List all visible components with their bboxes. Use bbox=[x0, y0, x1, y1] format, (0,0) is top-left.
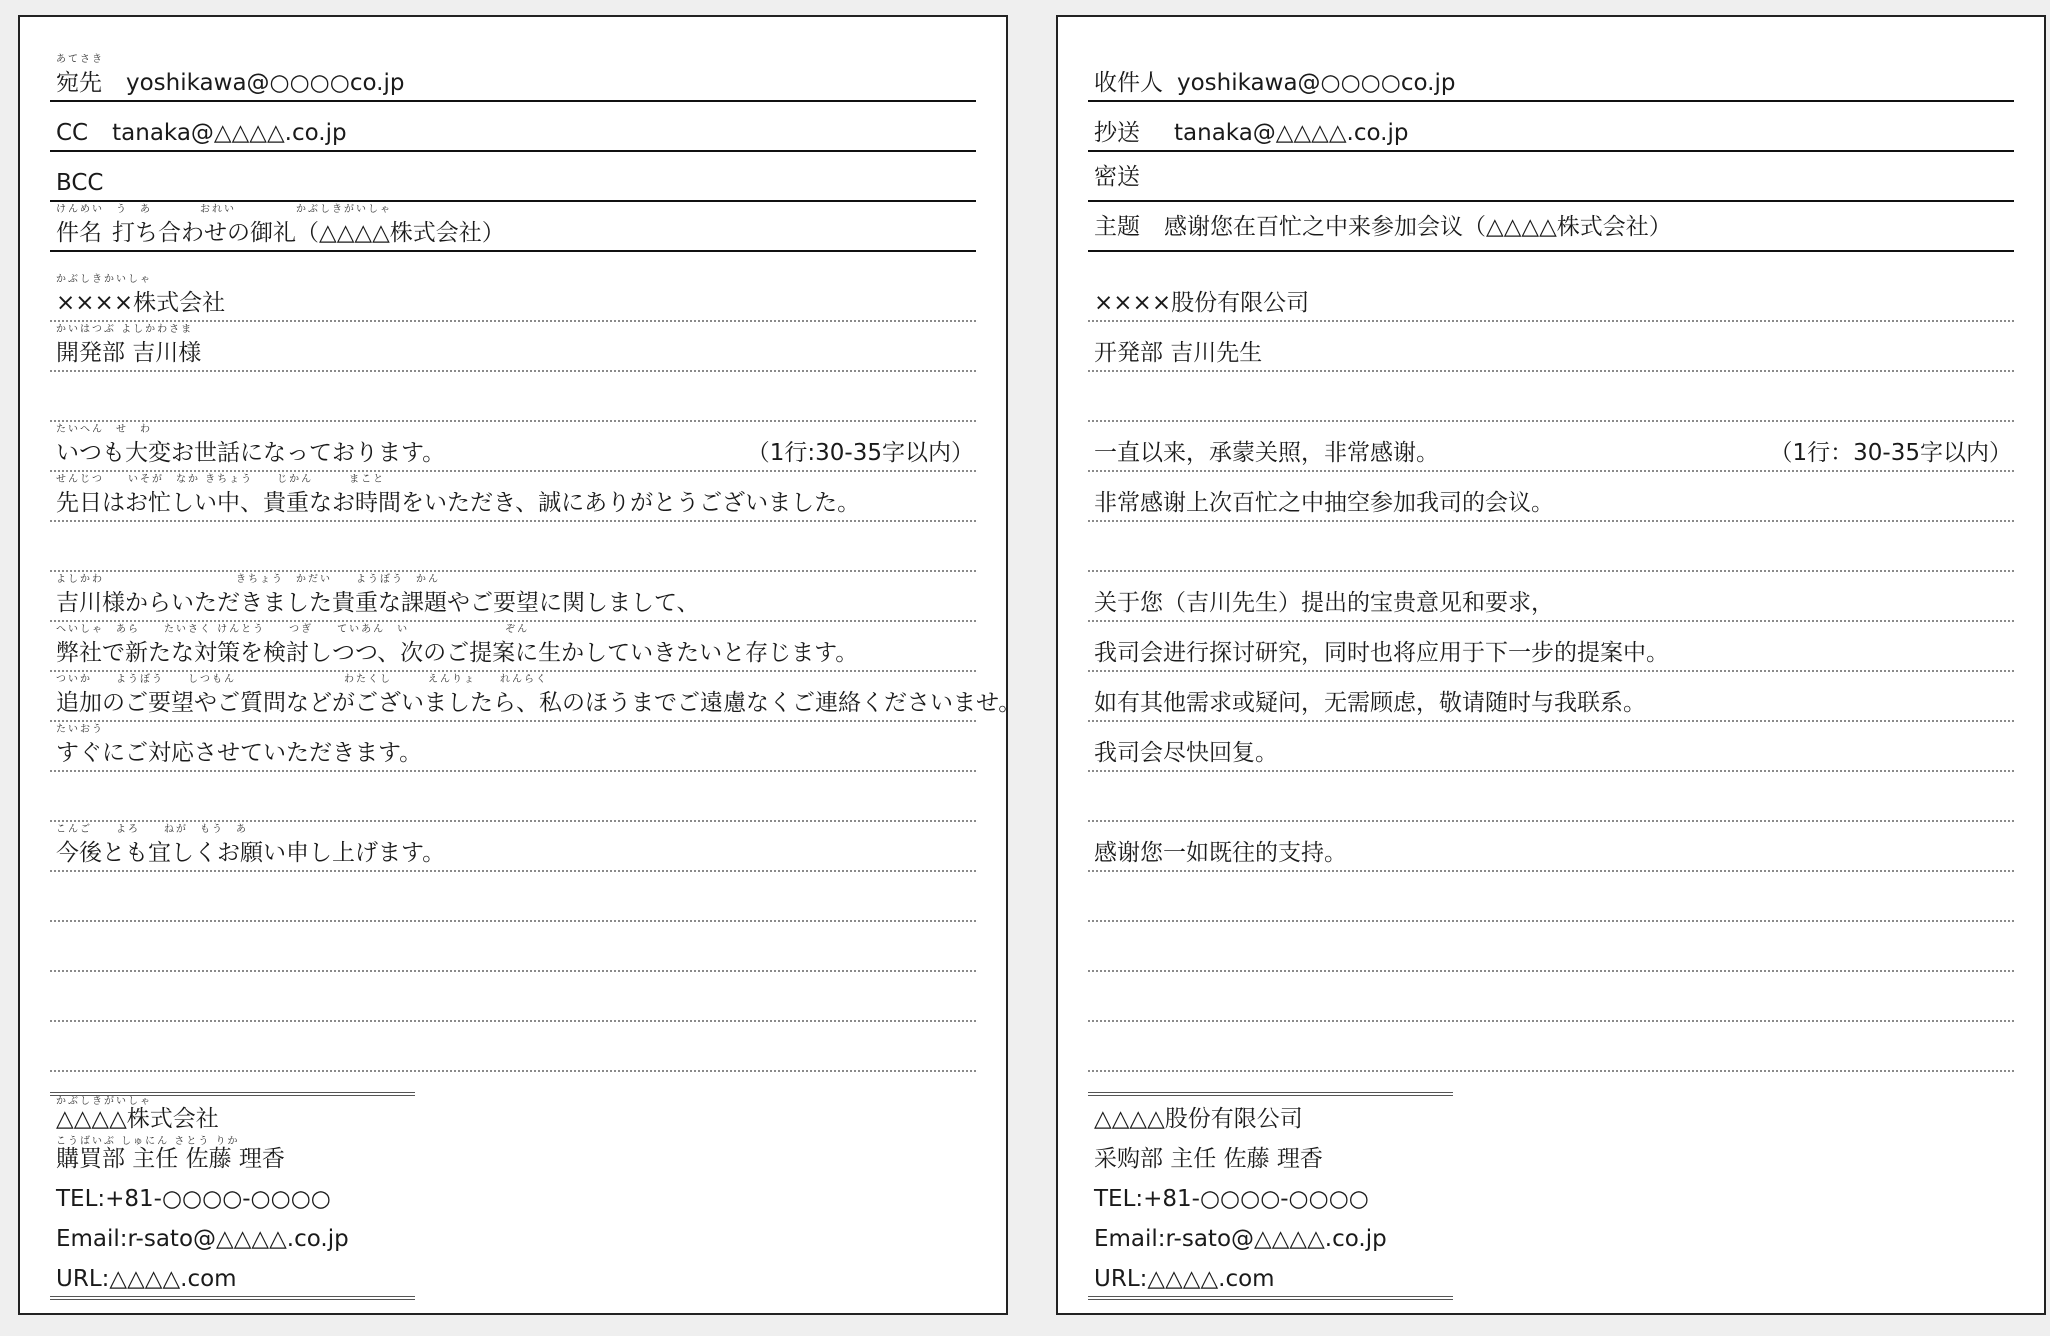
signature-email: Email:r-sato@△△△△.co.jp bbox=[1094, 1226, 1387, 1252]
body-line bbox=[50, 922, 976, 972]
signature-email: Email:r-sato@△△△△.co.jp bbox=[56, 1226, 349, 1252]
signature-url: URL:△△△△.com bbox=[1094, 1266, 1275, 1292]
body-text: 我司会尽快回复。 bbox=[1094, 740, 1278, 766]
body-text: ××××株式会社 bbox=[56, 290, 226, 316]
bcc-line bbox=[50, 152, 976, 202]
body-line bbox=[1088, 272, 2014, 322]
furigana: こんご よろ ねが もう あ bbox=[56, 824, 248, 835]
furigana: たいおう bbox=[56, 724, 104, 735]
body-text: 先日はお忙しい中、貴重なお時間をいただき、誠にありがとうございました。 bbox=[56, 490, 861, 516]
body-text: 吉川様からいただきました貴重な課題やご要望に関しまして、 bbox=[56, 590, 700, 616]
furigana: たいへん せ わ bbox=[56, 424, 152, 435]
furigana: かいはつぶ よしかわさま bbox=[56, 324, 194, 335]
subject-text: 打ち合わせの御礼（△△△△株式会社） bbox=[112, 220, 505, 246]
body-text: ××××股份有限公司 bbox=[1094, 290, 1310, 316]
body-line bbox=[50, 972, 976, 1022]
to-label: 收件人 bbox=[1094, 70, 1163, 96]
subject-label: 主题 bbox=[1094, 214, 1140, 240]
body-text: 追加のご要望やご質問などがございましたら、私のほうまでご遠慮なくご連絡くださいませ。 bbox=[56, 690, 1022, 716]
signature-block bbox=[1088, 1092, 1453, 1300]
cc-line bbox=[50, 102, 976, 152]
to-line bbox=[1088, 52, 2014, 102]
to-address: yoshikawa@○○○○co.jp bbox=[1177, 70, 1456, 96]
furigana: あてさき bbox=[56, 54, 104, 65]
body-line bbox=[50, 722, 976, 772]
furigana: ついか ようぼう しつもん わたくし えんりょ れんらく bbox=[56, 674, 548, 685]
signature-company: △△△△股份有限公司 bbox=[1094, 1106, 1303, 1132]
body-line bbox=[1088, 722, 2014, 772]
subject-text: 感谢您在百忙之中来参加会议（△△△△株式会社） bbox=[1164, 214, 1672, 240]
furigana: こうばいぶ しゅにん さとう りか bbox=[56, 1136, 240, 1147]
to-line bbox=[50, 52, 976, 102]
body-text: 我司会进行探讨研究，同时也将应用于下一步的提案中。 bbox=[1094, 640, 1669, 666]
body-line bbox=[50, 622, 976, 672]
body-line bbox=[1088, 522, 2014, 572]
body-text: 一直以来，承蒙关照，非常感谢。 bbox=[1094, 440, 1439, 466]
body-line bbox=[50, 272, 976, 322]
furigana: へいしゃ あら たいさく けんとう つぎ ていあん い ぞん bbox=[56, 624, 530, 635]
body-line bbox=[1088, 622, 2014, 672]
body-text: 今後とも宜しくお願い申し上げます。 bbox=[56, 840, 446, 866]
body-text: 如有其他需求或疑问，无需顾虑，敬请随时与我联系。 bbox=[1094, 690, 1646, 716]
body-line bbox=[50, 522, 976, 572]
body-line bbox=[50, 872, 976, 922]
body-text: 感谢您一如既往的支持。 bbox=[1094, 840, 1347, 866]
bcc-label: 密送 bbox=[1094, 164, 1140, 190]
body-line bbox=[1088, 922, 2014, 972]
signature-name: 采购部 主任 佐藤 理香 bbox=[1094, 1146, 1323, 1172]
body-line bbox=[50, 322, 976, 372]
body-line bbox=[1088, 422, 2014, 472]
signature-url: URL:△△△△.com bbox=[56, 1266, 237, 1292]
signature-tel: TEL:+81-○○○○-○○○○ bbox=[56, 1186, 331, 1212]
furigana: けんめい う あ おれい かぶしきがいしゃ bbox=[56, 204, 392, 215]
body-line bbox=[50, 572, 976, 622]
body-line bbox=[1088, 572, 2014, 622]
body-line bbox=[50, 422, 976, 472]
body-line bbox=[1088, 972, 2014, 1022]
subject-line bbox=[50, 202, 976, 252]
body-line bbox=[50, 672, 1022, 722]
body-text: 開発部 吉川様 bbox=[56, 340, 202, 366]
body-line bbox=[1088, 472, 2014, 522]
furigana: よしかわ きちょう かだい ようぼう かん bbox=[56, 574, 440, 585]
body-text: 关于您（吉川先生）提出的宝贵意见和要求， bbox=[1094, 590, 1554, 616]
line-length-hint: （1行：30-35字以内） bbox=[1769, 440, 2012, 466]
chinese-email-template bbox=[1056, 15, 2046, 1315]
body-line bbox=[1088, 372, 2014, 422]
body-line bbox=[1088, 322, 2014, 372]
cc-address: tanaka@△△△△.co.jp bbox=[112, 120, 347, 146]
cc-label: 抄送 bbox=[1094, 120, 1140, 146]
body-text: 弊社で新たな対策を検討しつつ、次のご提案に生かしていきたいと存じます。 bbox=[56, 640, 859, 666]
bcc-line bbox=[1088, 152, 2014, 202]
body-line bbox=[50, 822, 976, 872]
bcc-label: BCC bbox=[56, 170, 104, 196]
to-address: yoshikawa@○○○○co.jp bbox=[126, 70, 405, 96]
signature-name: 購買部 主任 佐藤 理香 bbox=[56, 1146, 285, 1172]
cc-line bbox=[1088, 102, 2014, 152]
subject-label: 件名 bbox=[56, 220, 102, 246]
body-line bbox=[1088, 822, 2014, 872]
body-line bbox=[1088, 772, 2014, 822]
body-line bbox=[50, 772, 976, 822]
body-line bbox=[50, 472, 976, 522]
body-line bbox=[1088, 672, 2014, 722]
furigana: かぶしきかいしゃ bbox=[56, 274, 152, 285]
line-length-hint: （1行:30-35字以内） bbox=[746, 440, 974, 466]
furigana: かぶしきがいしゃ bbox=[56, 1096, 152, 1107]
signature-block bbox=[50, 1092, 415, 1300]
signature-company: △△△△株式会社 bbox=[56, 1106, 219, 1132]
subject-line bbox=[1088, 202, 2014, 252]
body-text: すぐにご対応させていただきます。 bbox=[56, 740, 423, 766]
to-label: 宛先 bbox=[56, 70, 102, 96]
cc-label: CC bbox=[56, 120, 89, 146]
body-text: 非常感谢上次百忙之中抽空参加我司的会议。 bbox=[1094, 490, 1554, 516]
signature-tel: TEL:+81-○○○○-○○○○ bbox=[1094, 1186, 1369, 1212]
body-line bbox=[50, 1022, 976, 1072]
body-line bbox=[50, 372, 976, 422]
body-line bbox=[1088, 872, 2014, 922]
body-line bbox=[1088, 1022, 2014, 1072]
cc-address: tanaka@△△△△.co.jp bbox=[1174, 120, 1409, 146]
furigana: せんじつ いそが なか きちょう じかん まこと bbox=[56, 474, 386, 485]
body-text: いつも大変お世話になっております。 bbox=[56, 440, 446, 466]
body-text: 开発部 吉川先生 bbox=[1094, 340, 1263, 366]
japanese-email-template bbox=[18, 15, 1022, 1315]
